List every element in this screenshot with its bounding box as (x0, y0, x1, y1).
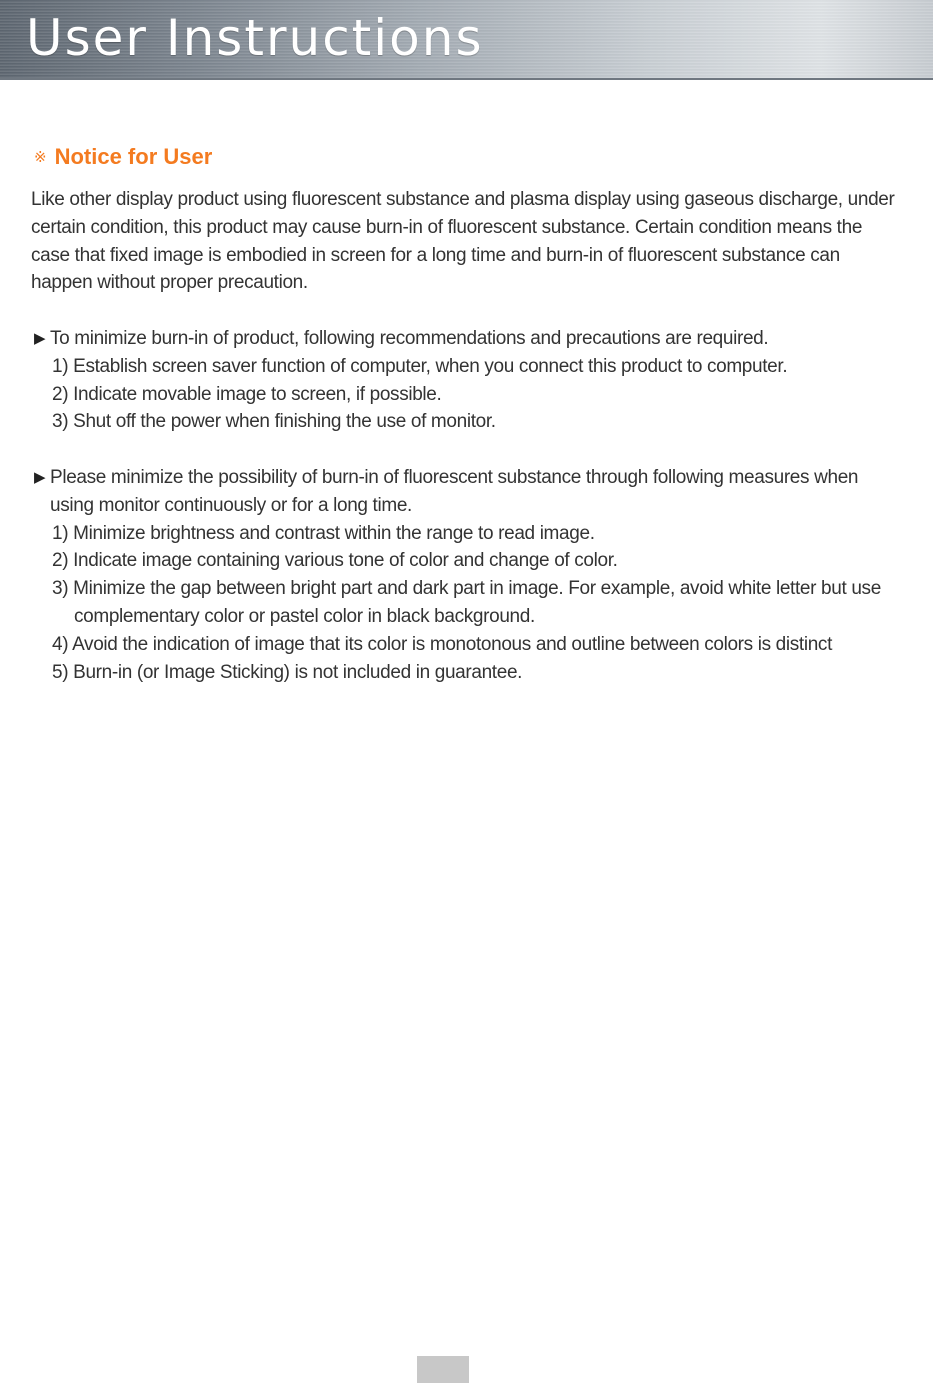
bullet-text: Please minimize the possibility of burn-in of fluorescent substance through following measures when using monitor continuously or for a long time. (50, 466, 859, 516)
bullet-heading (31, 325, 901, 353)
triangle-bullet-icon: ▶ (34, 329, 46, 347)
bullet-section-1 (31, 325, 901, 436)
page-number-tab (417, 1356, 469, 1383)
list-item: 3) Shut off the power when finishing the use of monitor. (52, 411, 496, 433)
page-title: User Instructions (26, 9, 484, 67)
bullet-section-2 (31, 464, 901, 686)
intro-paragraph: Like other display product using fluorescent substance and plasma display using gaseous discharge, under certain condition, this product may cause burn-in of fluorescent substance. Certain condition means the case that fixed image is embodied in screen for a long time and burn-in of fluorescent substance can happen without proper precaution. (31, 189, 895, 294)
triangle-bullet-icon: ▶ (34, 468, 46, 486)
bullet-heading (31, 464, 901, 520)
reference-mark-icon: ※ (34, 149, 47, 166)
list-item: 2) Indicate movable image to screen, if possible. (52, 383, 442, 405)
header-banner (0, 0, 933, 80)
list-item: 1) Minimize brightness and contrast within the range to read image. (52, 522, 595, 544)
notice-content (31, 186, 901, 714)
list-item: 3) Minimize the gap between bright part and dark part in image. For example, avoid white letter but use complementary color or pastel color in black background. (52, 578, 881, 627)
list-item: 5) Burn-in (or Image Sticking) is not included in guarantee. (52, 661, 523, 683)
section-heading-text: Notice for User (54, 144, 213, 169)
list-item: 4) Avoid the indication of image that its color is monotonous and outline between colors is distinct (52, 633, 833, 655)
section-heading (34, 143, 212, 172)
list-item: 2) Indicate image containing various tone of color and change of color. (52, 550, 618, 572)
list-item: 1) Establish screen saver function of computer, when you connect this product to computer. (52, 355, 788, 377)
bullet-text: To minimize burn-in of product, following recommendations and precautions are required. (50, 327, 769, 349)
